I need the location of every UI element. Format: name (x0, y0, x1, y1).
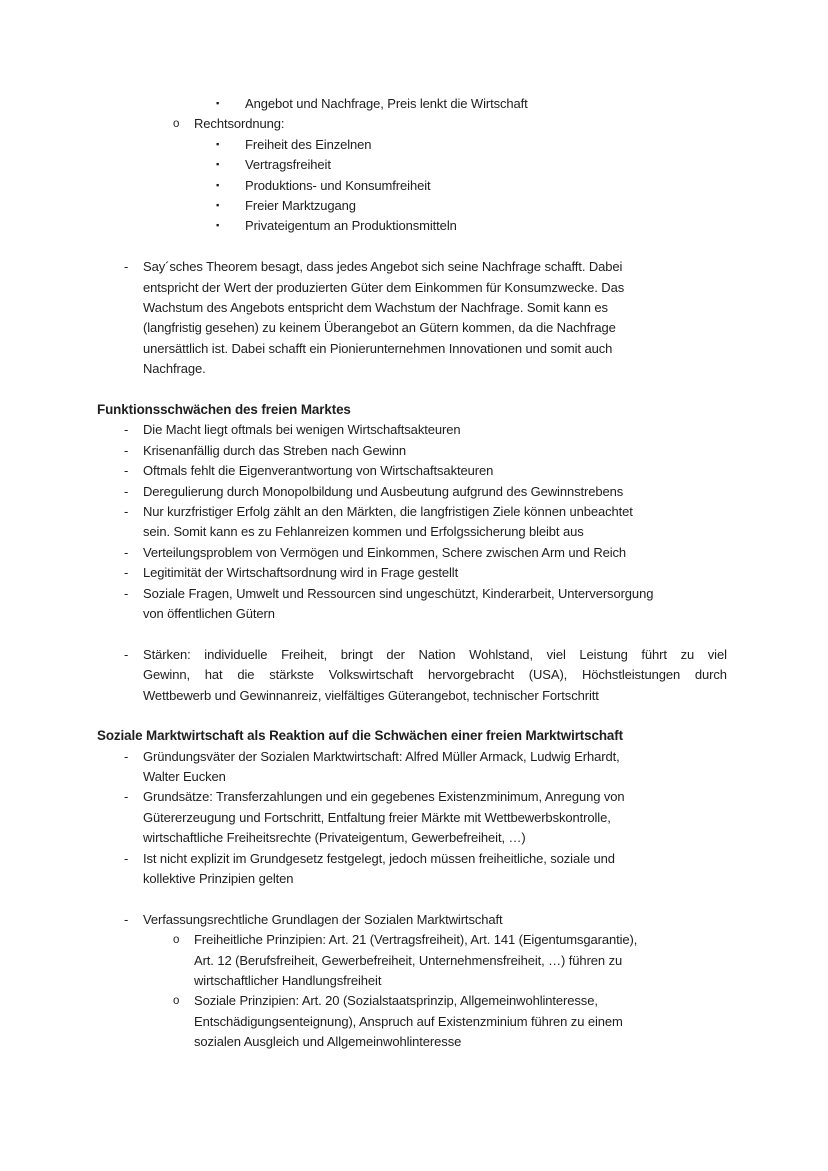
list-item (97, 176, 730, 196)
text-line: Soziale Fragen, Umwelt und Ressourcen sind ungeschützt, Kinderarbeit, Unterversorgung (143, 585, 654, 601)
section-heading: Funktionsschwächen des freien Marktes (97, 401, 351, 417)
list-item-text (143, 482, 730, 502)
list-item-text (245, 196, 730, 216)
text-line: Gewinn, hat die stärkste Volkswirtschaft hervorgebracht (USA), Höchstleistungen durch (143, 667, 727, 683)
list-item (97, 196, 730, 216)
list-item-text (143, 543, 730, 563)
bullet-marker-icon: ▪ (216, 179, 220, 191)
list-item (97, 563, 730, 583)
text-line: Freiheitliche Prinzipien: Art. 21 (Vertragsfreiheit), Art. 141 (Eigentumsgarantie), (194, 932, 638, 948)
list-item-text (143, 747, 730, 788)
text-line: Ist nicht explizit im Grundgesetz festgelegt, jedoch müssen freiheitliche, soziale und (143, 850, 615, 866)
list-item (97, 584, 730, 625)
bullet-marker-icon: - (124, 442, 129, 458)
list-item (97, 94, 730, 114)
paragraph-spacer (97, 889, 730, 909)
text-line: wirtschaftlicher Handlungsfreiheit (194, 973, 382, 989)
text-line: wirtschaftliche Freiheitsrechte (Privateigentum, Gewerbefreiheit, …) (143, 830, 526, 846)
text-line: kollektive Prinzipien gelten (143, 871, 294, 887)
bullet-marker-icon: - (124, 911, 129, 927)
text-line: Legitimität der Wirtschaftsordnung wird in Frage gestellt (143, 565, 459, 581)
list-item (97, 135, 730, 155)
bullet-marker-icon: ▪ (216, 138, 220, 150)
bullet-marker-icon: o (173, 995, 180, 1008)
list-item-text (143, 645, 730, 706)
list-item (97, 216, 730, 236)
text-line: Soziale Prinzipien: Art. 20 (Sozialstaatsprinzip, Allgemeinwohlinteresse, (194, 993, 598, 1009)
text-line: Deregulierung durch Monopolbildung und Ausbeutung aufgrund des Gewinnstrebens (143, 483, 624, 499)
list-item (97, 155, 730, 175)
text-line: Art. 12 (Berufsfreiheit, Gewerbefreiheit, Unternehmensfreiheit, …) führen zu (194, 952, 623, 968)
text-line: Nur kurzfristiger Erfolg zählt an den Märkten, die langfristigen Ziele können unbeachtet (143, 503, 633, 519)
bullet-marker-icon: ▪ (216, 98, 220, 109)
list-item (97, 114, 730, 134)
bullet-marker-icon: - (124, 544, 129, 560)
list-item-text (245, 155, 730, 175)
list-item-text (143, 787, 730, 848)
list-item-text (245, 176, 730, 196)
text-line: Verfassungsrechtliche Grundlagen der Sozialen Marktwirtschaft (143, 911, 503, 927)
bullet-marker-icon: - (124, 585, 129, 601)
bullet-marker-icon: - (124, 503, 129, 519)
paragraph-spacer (97, 237, 730, 257)
text-line: unersättlich ist. Dabei schafft ein Pionierunternehmen Innovationen und somit auch (143, 340, 613, 356)
text-line: Krisenanfällig durch das Streben nach Gewinn (143, 442, 406, 458)
text-line: Grundsätze: Transferzahlungen und ein gegebenes Existenzminimum, Anregung von (143, 789, 625, 805)
list-item-text (194, 991, 730, 1052)
text-line: Entschädigungsenteignung), Anspruch auf Existenzminium führen zu einem (194, 1013, 623, 1029)
list-item-text (194, 114, 730, 134)
paragraph-spacer (97, 624, 730, 644)
list-item (97, 930, 730, 991)
bullet-marker-icon: - (124, 646, 129, 662)
bullet-marker-icon: - (124, 483, 129, 499)
text-line: Freier Marktzugang (245, 198, 356, 214)
bullet-marker-icon: ▪ (216, 220, 220, 232)
text-line: Oftmals fehlt die Eigenverantwortung von Wirtschaftsakteuren (143, 463, 494, 479)
bullet-marker-icon: - (124, 789, 129, 805)
text-line: Walter Eucken (143, 769, 226, 785)
bullet-marker-icon: - (124, 748, 129, 764)
list-item (97, 257, 730, 379)
text-line: Freiheit des Einzelnen (245, 136, 372, 152)
text-line: Verteilungsproblem von Vermögen und Einkommen, Schere zwischen Arm und Reich (143, 544, 627, 560)
list-item-text (143, 910, 730, 930)
list-item (97, 787, 730, 848)
text-line: Gütererzeugung und Fortschritt, Entfaltung freier Märkte mit Wettbewerbskontrolle, (143, 809, 611, 825)
text-line: (langfristig gesehen) zu keinem Überangebot an Gütern kommen, da die Nachfrage (143, 320, 616, 336)
text-line: Angebot und Nachfrage, Preis lenkt die Wirtschaft (245, 96, 528, 111)
list-item (97, 420, 730, 440)
list-item (97, 461, 730, 481)
text-line: Produktions- und Konsumfreiheit (245, 177, 431, 193)
list-item-text (143, 563, 730, 583)
list-item (97, 543, 730, 563)
list-item (97, 747, 730, 788)
list-item-text (245, 94, 730, 114)
paragraph-spacer (97, 380, 730, 400)
bullet-marker-icon: - (124, 565, 129, 581)
list-item-text (143, 584, 730, 625)
text-line: sein. Somit kann es zu Fehlanreizen kommen und Erfolgssicherung bleibt aus (143, 524, 584, 540)
text-line: sozialen Ausgleich und Allgemeinwohlinteresse (194, 1034, 462, 1050)
bullet-marker-icon: o (173, 934, 180, 947)
list-item-text (143, 257, 730, 379)
list-item-text (143, 502, 730, 543)
text-line: Stärken: individuelle Freiheit, bringt der Nation Wohlstand, viel Leistung führt zu viel (143, 646, 727, 662)
bullet-marker-icon: ▪ (216, 159, 220, 171)
bullet-marker-icon: - (124, 259, 129, 275)
list-item-text (143, 849, 730, 890)
list-item-text (245, 135, 730, 155)
list-item (97, 849, 730, 890)
paragraph-spacer (97, 706, 730, 726)
text-line: von öffentlichen Gütern (143, 605, 275, 621)
list-item-text (194, 930, 730, 991)
bullet-marker-icon: - (124, 422, 129, 438)
list-item (97, 645, 730, 706)
text-line: Rechtsordnung: (194, 116, 285, 132)
text-line: Wachstum des Angebots entspricht dem Wachstum der Nachfrage. Somit kann es (143, 300, 608, 316)
bullet-marker-icon: o (173, 118, 180, 131)
list-item-text (245, 216, 730, 236)
list-item (97, 991, 730, 1052)
bullet-marker-icon: - (124, 463, 129, 479)
text-line: Say´sches Theorem besagt, dass jedes Angebot sich seine Nachfrage schafft. Dabei (143, 259, 623, 275)
list-item-text (143, 461, 730, 481)
text-line: Vertragsfreiheit (245, 157, 331, 173)
list-item-text (143, 441, 730, 461)
list-item-text (143, 420, 730, 440)
text-line: Nachfrage. (143, 361, 206, 377)
text-line: entspricht der Wert der produzierten Güter dem Einkommen für Konsumzwecke. Das (143, 279, 625, 295)
text-line: Wettbewerb und Gewinnanreiz, vielfältiges Güterangebot, technischer Fortschritt (143, 687, 599, 703)
text-line: Gründungsväter der Sozialen Marktwirtschaft: Alfred Müller Armack, Ludwig Erhardt, (143, 748, 620, 764)
bullet-marker-icon: ▪ (216, 200, 220, 212)
section-heading: Soziale Marktwirtschaft als Reaktion auf die Schwächen einer freien Marktwirtschaft (97, 728, 623, 744)
document-content (97, 94, 730, 1053)
list-item (97, 482, 730, 502)
text-line: Privateigentum an Produktionsmitteln (245, 218, 457, 234)
list-item (97, 441, 730, 461)
text-line: Die Macht liegt oftmals bei wenigen Wirtschaftsakteuren (143, 422, 461, 438)
list-item (97, 502, 730, 543)
list-item (97, 910, 730, 930)
bullet-marker-icon: - (124, 850, 129, 866)
